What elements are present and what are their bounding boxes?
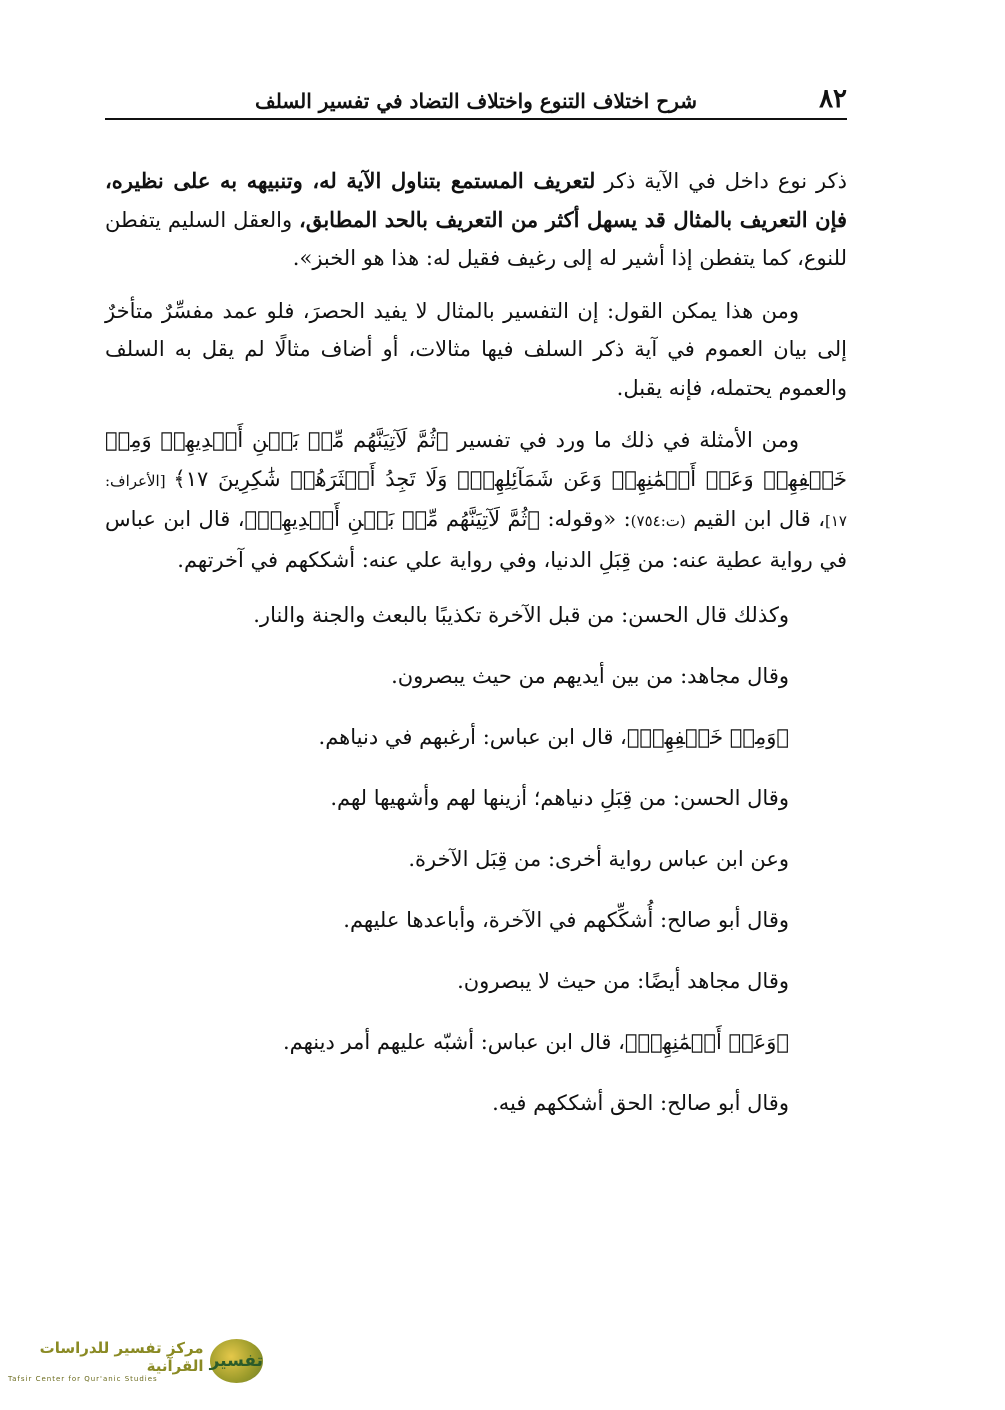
list-item: وكذلك قال الحسن: من قبل الآخرة تكذيبًا بالبعث والجنة والنار. <box>253 603 789 627</box>
paragraph-1 <box>105 162 847 278</box>
list-item: ﴿وَعَنۡ أَيۡمَٰنِهِمۡ﴾، قال ابن عباس: أشبّه عليهم أمر دينهم. <box>282 1030 789 1054</box>
logo-arabic-text: مركز تفسير للدراسات القرآنية <box>39 1339 204 1375</box>
list-item: ﴿وَمِنۡ خَلۡفِهِمۡ﴾، قال ابن عباس: أرغبهم في دنياهم. <box>318 725 789 749</box>
paragraph-1-bold: لتعريف المستمع بتناول الآية له، وتنبيهه به على نظيره، فإن التعريف بالمثال قد يسهل أكثر من التعريف بالحد المطابق، <box>105 168 847 232</box>
paragraph-3-lead: ومن الأمثلة في ذلك ما ورد في تفسير <box>448 428 799 452</box>
verse-reference: [الأعراف: ١٧] <box>105 471 847 530</box>
paragraph-3-mid: ، قال ابن القيم <box>685 507 826 531</box>
document-page <box>105 0 847 1410</box>
paragraph-1-tail: والعقل السليم يتفطن للنوع، كما يتفطن إذا أشير له إلى رغيف فقيل له: هذا هو الخبز». <box>105 207 847 270</box>
tafsir-center-logo <box>8 1336 263 1386</box>
running-title: شرح اختلاف التنوع واختلاف التضاد في تفسير السلف <box>255 89 698 113</box>
globe-emblem-icon <box>210 1339 263 1383</box>
quran-verse-2: ﴿ثُمَّ لَآتِيَنَّهُم مِّنۢ بَيۡنِ أَيۡدِيهِمۡ﴾ <box>244 507 540 531</box>
death-date: (ت:٧٥٤) <box>630 512 686 530</box>
quran-verse: ﴿ثُمَّ لَآتِيَنَّهُم مِّنۢ بَيۡنِ أَيۡدِيهِمۡ وَمِنۡ خَلۡفِهِمۡ وَعَنۡ أَيۡمَٰنِهِمۡ وَعَن شَمَآئِلِهِمۡۖ وَلَا تَجِدُ أَكۡثَرَهُمۡ شَٰكِرِينَ ١٧﴾ <box>105 428 848 491</box>
page-body <box>105 162 847 1142</box>
list-item: وعن ابن عباس رواية أخرى: من قِبَل الآخرة. <box>408 847 789 871</box>
logo-emblem-text: تفسير <box>209 1351 263 1371</box>
paragraph-3 <box>105 421 847 579</box>
paragraph-1-lead: ذكر نوع داخل في الآية ذكر <box>595 169 847 193</box>
list-item: وقال أبو صالح: أُشكِّكهم في الآخرة، وأباعدها عليهم. <box>343 908 789 932</box>
paragraph-3-quote-open: : «وقوله: <box>539 507 631 531</box>
logo-english-text: Tafsir Center for Qur'anic Studies <box>8 1375 158 1383</box>
list-item: وقال مجاهد: من بين أيديهم من حيث يبصرون. <box>391 664 789 688</box>
logo-text <box>8 1339 204 1383</box>
page-header <box>105 86 847 120</box>
paragraph-3-tail: ، قال ابن عباس في رواية عطية عنه: من قِبَلِ الدنيا، وفي رواية علي عنه: أشككهم في آخرتهم. <box>105 507 847 572</box>
list-item: وقال الحسن: من قِبَلِ دنياهم؛ أزينها لهم وأشهيها لهم. <box>330 786 789 810</box>
list-item: وقال أبو صالح: الحق أشككهم فيه. <box>492 1091 789 1115</box>
paragraph-2: ومن هذا يمكن القول: إن التفسير بالمثال لا يفيد الحصرَ، فلو عمد مفسِّرٌ متأخرٌ إلى بيان العموم في آية ذكر السلف فيها مثالات، أو أضاف مثالًا لم يقل به السلف والعموم يحتمله، فإنه يقبل. <box>105 298 847 400</box>
list-item: وقال مجاهد أيضًا: من حيث لا يبصرون. <box>457 969 789 993</box>
page-number: ٨٢ <box>819 84 847 114</box>
